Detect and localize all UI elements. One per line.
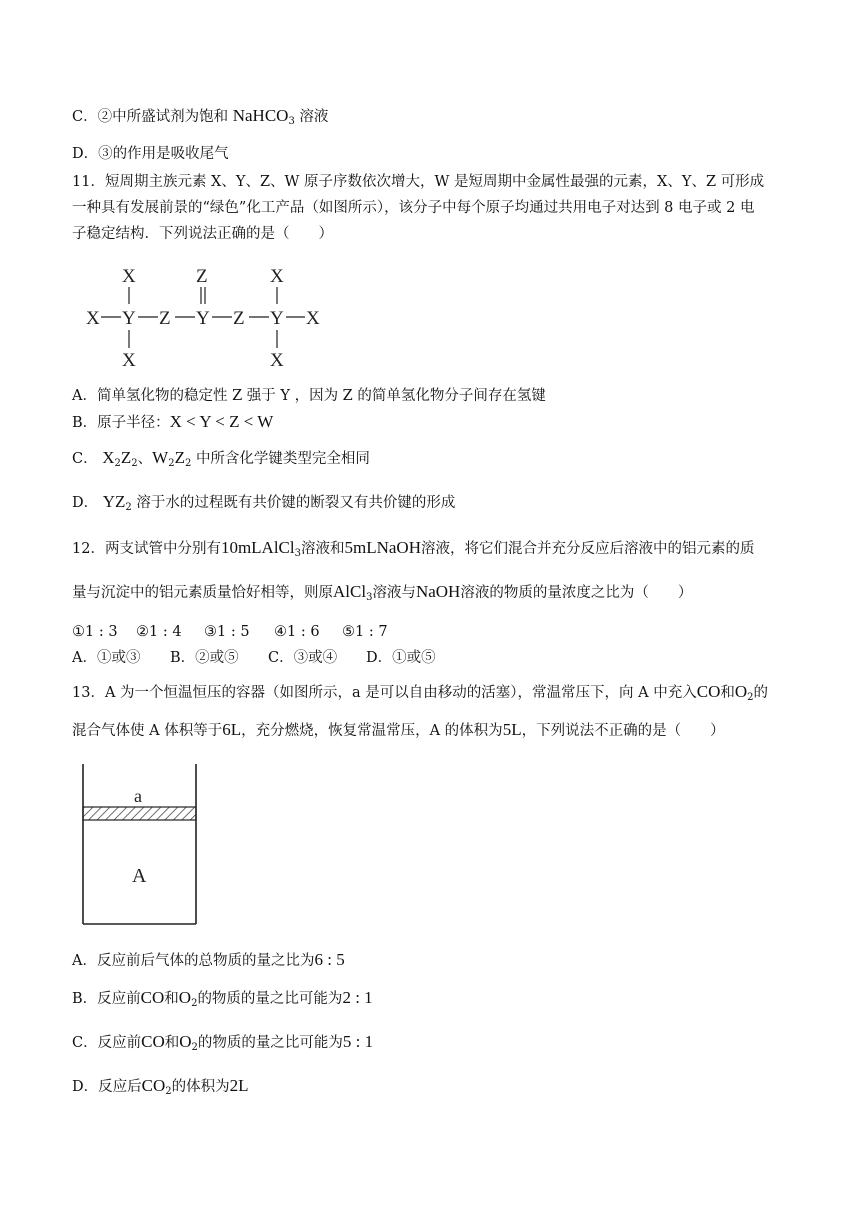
ratio-item: ②1 : 4 [136, 624, 182, 640]
choice-b: B．②或⑤ [170, 650, 239, 666]
atom-x: X [86, 308, 100, 329]
q13-stem-line1: 13．A 为一个恒温恒压的容器（如图所示，a 是可以自由移动的活塞），常温常压下，向 A 中充入CO和$O_2$的 [72, 682, 769, 703]
q13-option-a: A．反应前后气体的总物质的量之比为6 : 5 [72, 950, 345, 969]
atom-x: X [122, 350, 136, 371]
q13-option-d: D．反应后$CO_2$的体积为2L [72, 1076, 249, 1097]
q12-choices [72, 648, 436, 668]
q10-option-c: C．②中所盛试剂为饱和 NaHCO$_3$ 溶液 [72, 106, 329, 127]
q11-option-d: D． $YZ_2$ 溶于水的过程既有共价键的断裂又有共价键的形成 [72, 492, 456, 513]
piston [83, 807, 196, 820]
q12-stem-line2: 量与沉淀中的铝元素质量恰好相等，则原AlCl$_3$溶液与NaOH溶液的物质的量浓度之比为（ ） [72, 582, 693, 603]
q11-option-b: B．原子半径：X < Y < Z < W [72, 412, 274, 431]
atom-z: Z [159, 308, 171, 329]
atom-z: Z [233, 308, 245, 329]
atom-x: X [270, 350, 284, 371]
atom-x: X [270, 266, 284, 287]
choice-c: C．③或④ [268, 650, 338, 666]
q13-option-c: C．反应前CO和$O_2$的物质的量之比可能为5 : 1 [72, 1032, 374, 1053]
molecule-structure-figure [82, 262, 342, 372]
q11-stem-line3: 子稳定结构．下列说法正确的是（ ） [72, 226, 333, 242]
atom-x: X [122, 266, 136, 287]
q12-ratio-list [72, 622, 388, 642]
atom-y: Y [196, 308, 210, 329]
choice-d: D．①或⑤ [366, 650, 436, 666]
q11-option-a: A．简单氢化物的稳定性 Z 强于 Y ，因为 Z 的简单氢化物分子间存在氢键 [72, 388, 546, 404]
atom-z: Z [196, 266, 208, 287]
q12-stem-line1: 12．两支试管中分别有10mLAlCl$_3$溶液和5mLNaOH溶液，将它们混合并充分反应后溶液中的铝元素的质 [72, 538, 755, 559]
ratio-item: ①1 : 3 [72, 624, 118, 640]
q13-stem-line2: 混合气体使 A 体积等于6L，充分燃烧，恢复常温常压，A 的体积为5L，下列说法不正确的是（ ） [72, 720, 725, 739]
atom-x: X [306, 308, 320, 329]
ratio-item: ⑤1 : 7 [342, 624, 388, 640]
atom-y: Y [122, 308, 136, 329]
ratio-item: ③1 : 5 [204, 624, 250, 640]
ratio-item: ④1 : 6 [274, 624, 320, 640]
atom-y: Y [270, 308, 284, 329]
choice-a: A．①或③ [72, 650, 141, 666]
chamber-label: A [132, 865, 147, 887]
q11-stem-line1: 11．短周期主族元素 X、Y、Z、W 原子序数依次增大，W 是短周期中金属性最强的元素，X、Y、Z 可形成 [72, 174, 765, 190]
q13-option-b: B．反应前CO和$O_2$的物质的量之比可能为2 : 1 [72, 988, 373, 1009]
container-figure [76, 764, 202, 928]
q11-option-c: C． $X_2Z_2$、$W_2Z_2$ 中所含化学键类型完全相同 [72, 448, 370, 469]
piston-label: a [134, 786, 142, 806]
q10-option-d: D．③的作用是吸收尾气 [72, 146, 229, 162]
q11-stem-line2: 一种具有发展前景的“绿色”化工产品（如图所示），该分子中每个原子均通过共用电子对达到 8 电子或 2 电 [72, 200, 755, 216]
